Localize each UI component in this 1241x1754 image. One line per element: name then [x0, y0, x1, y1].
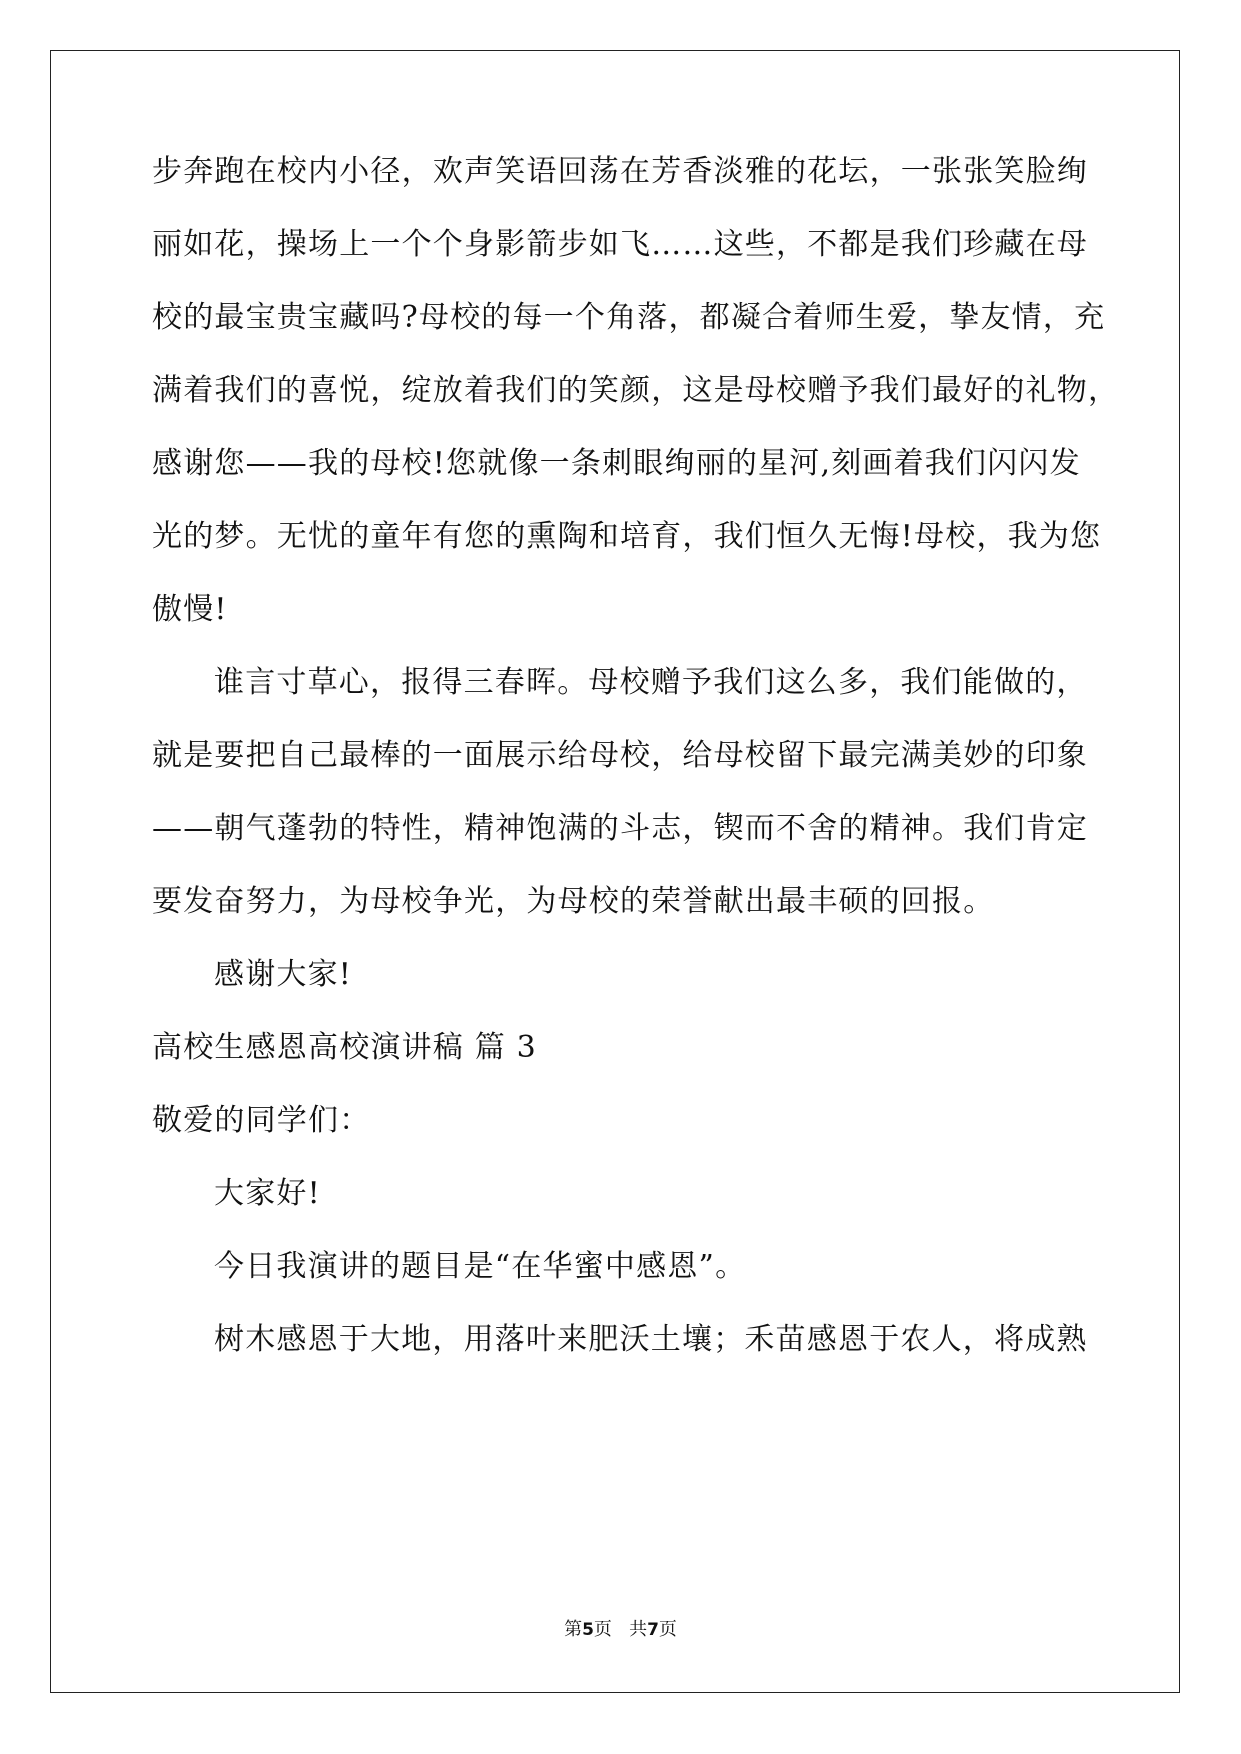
text-line-8: 谁言寸草心，报得三春晖。母校赠予我们这么多，我们能做的， — [214, 665, 1088, 700]
text-line-2: 丽如花，操场上一个个身影箭步如飞……这些，不都是我们珍藏在母 — [152, 227, 1088, 262]
greeting: 大家好! — [214, 1176, 321, 1211]
footer-page-number: 5 — [582, 1620, 594, 1640]
text-line-1: 步奔跑在校内小径，欢声笑语回荡在芳香淡雅的花坛，一张张笑脸绚 — [152, 154, 1088, 189]
footer-mid: 页 共 — [593, 1619, 648, 1640]
text-line-9: 就是要把自己最棒的一面展示给母校，给母校留下最完满美妙的印象 — [152, 738, 1088, 773]
text-line-6: 光的梦。无忧的童年有您的熏陶和培育，我们恒久无悔!母校，我为您 — [152, 519, 1102, 554]
text-line-12: 感谢大家! — [214, 957, 353, 992]
text-line-16: 今日我演讲的题目是“在华蜜中感恩”。 — [214, 1249, 747, 1284]
salutation: 敬爱的同学们： — [152, 1103, 371, 1138]
text-line-11: 要发奋努力，为母校争光，为母校的荣誉献出最丰硕的回报。 — [152, 884, 995, 919]
page-footer — [0, 1618, 1241, 1642]
text-line-5: 感谢您——我的母校!您就像一条刺眼绚丽的星河,刻画着我们闪闪发 — [152, 446, 1081, 481]
footer-prefix: 第 — [564, 1619, 583, 1640]
text-line-3: 校的最宝贵宝藏吗?母校的每一个角落，都凝合着师生爱，挚友情，充 — [152, 300, 1106, 335]
text-line-10: ——朝气蓬勃的特性，精神饱满的斗志，锲而不舍的精神。我们肯定 — [152, 811, 1088, 846]
footer-total-pages: 7 — [647, 1620, 659, 1640]
section-heading: 高校生感恩高校演讲稿 篇 3 — [152, 1030, 537, 1065]
text-line-4: 满着我们的喜悦，绽放着我们的笑颜，这是母校赠予我们最好的礼物， — [152, 373, 1120, 408]
text-line-17: 树木感恩于大地，用落叶来肥沃土壤；禾苗感恩于农人，将成熟 — [214, 1322, 1088, 1357]
page-border — [50, 50, 1180, 1693]
footer-suffix: 页 — [658, 1619, 677, 1640]
text-line-7: 傲慢! — [152, 592, 228, 627]
